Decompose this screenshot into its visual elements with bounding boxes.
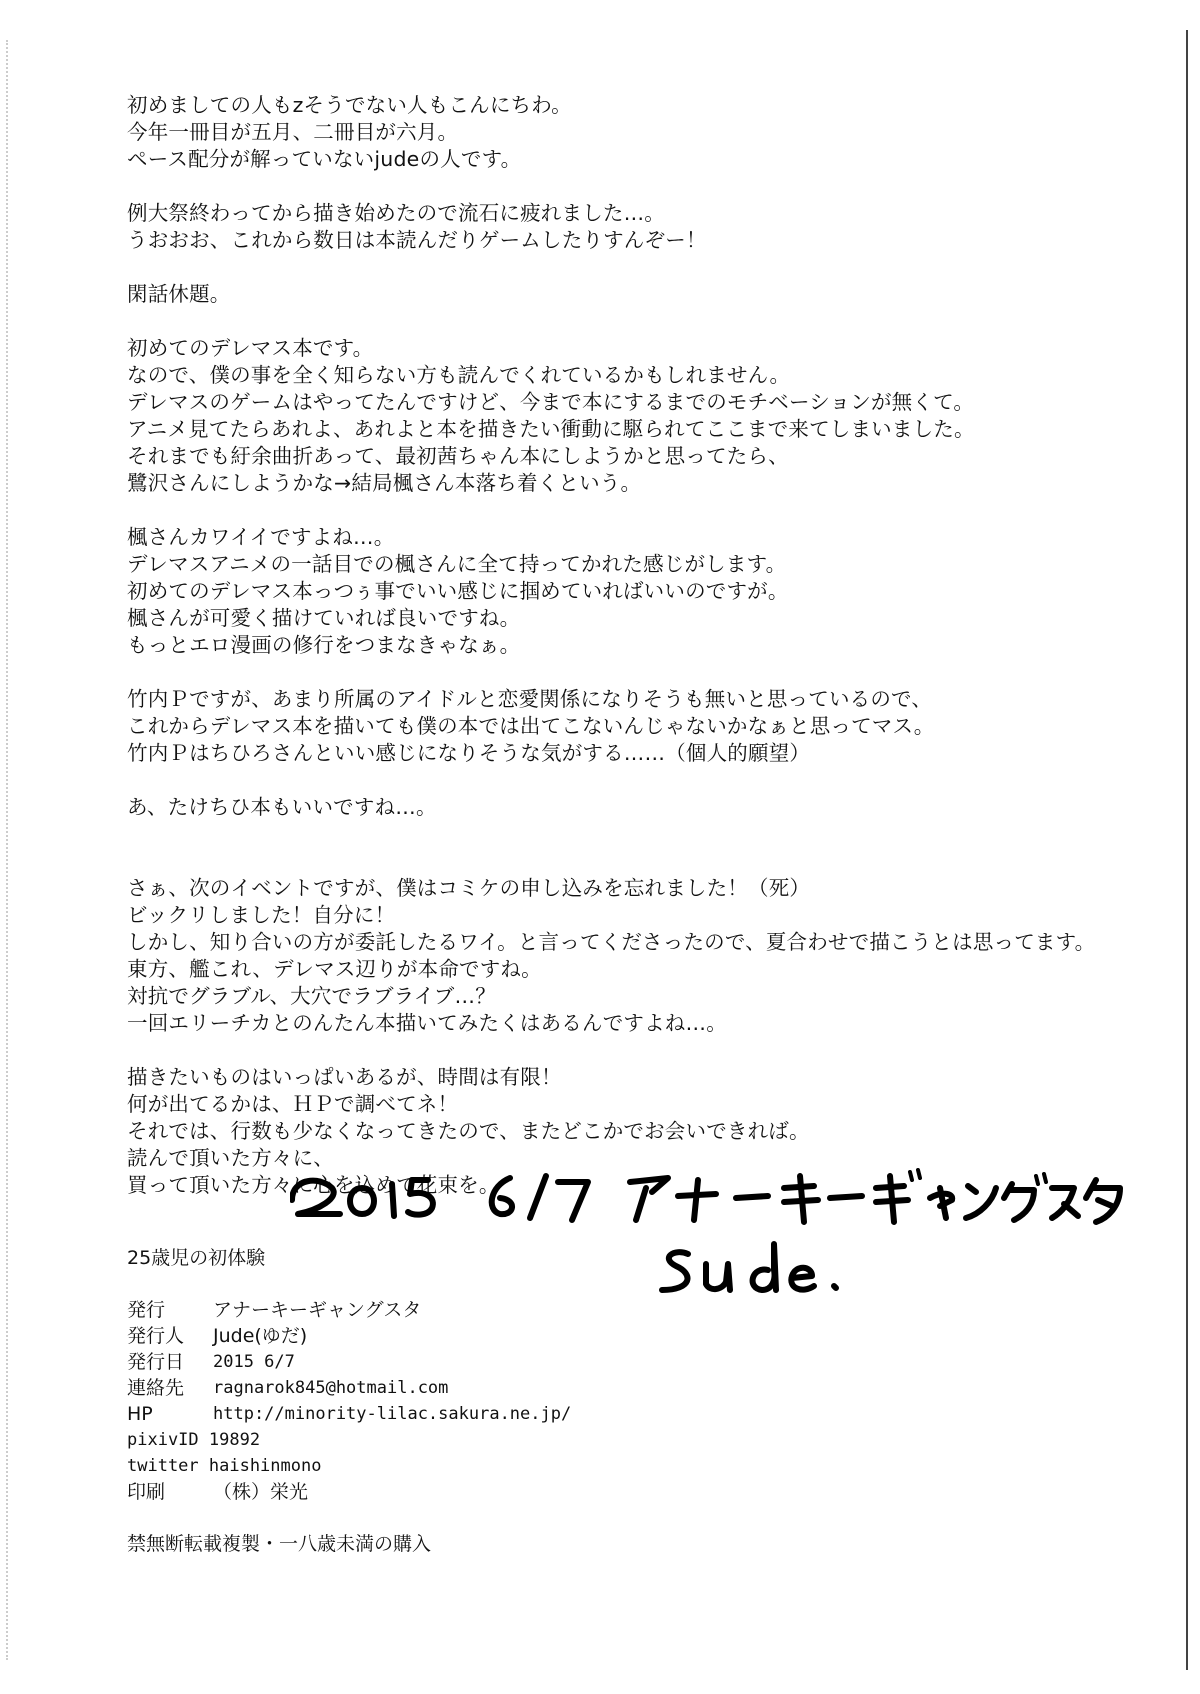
scan-edge-right bbox=[1186, 30, 1188, 1670]
text-line: 鷺沢さんにしようかな→結局楓さん本落ち着くという。 bbox=[127, 471, 642, 495]
text-line: さぁ、次のイベントですが、僕はコミケの申し込みを忘れました！（死） bbox=[127, 876, 811, 900]
text-line: デレマスアニメの一話目での楓さんに全て持ってかれた感じがします。 bbox=[127, 552, 787, 576]
text-line: 竹内Ｐはちひろさんといい感じになりそうな気がする……（個人的願望） bbox=[127, 741, 811, 765]
text-line: 今年一冊目が五月、二冊目が六月。 bbox=[127, 120, 459, 144]
row-value: Jude(ゆだ) bbox=[213, 1325, 308, 1347]
colophon-row-contact bbox=[127, 1375, 827, 1401]
text-line: 東方、艦これ、デレマス辺りが本命ですね。 bbox=[127, 957, 542, 981]
book-title: 25歳児の初体験 bbox=[127, 1247, 266, 1269]
text-line: 閑話休題。 bbox=[127, 282, 231, 306]
text-line: それでは、行数も少なくなってきたので、またどこかでお会いできれば。 bbox=[127, 1119, 810, 1143]
text-line: うおおお、これから数日は本読んだりゲームしたりすんぞー！ bbox=[127, 228, 707, 252]
reproduction-notice: 禁無断転載複製・一八歳未満の購入 bbox=[127, 1533, 432, 1555]
text-line: それまでも紆余曲折あって、最初茜ちゃん本にしようかと思ってたら、 bbox=[127, 444, 789, 468]
colophon-row-twitter bbox=[127, 1453, 827, 1479]
text-line: 読んで頂いた方々に、 bbox=[127, 1146, 334, 1170]
text-line: 楓さんカワイイですよね…。 bbox=[127, 525, 395, 549]
paragraph-next-event bbox=[127, 875, 1107, 1037]
text-line: 買って頂いた方々に心を込めて花束を。 bbox=[127, 1173, 500, 1197]
text-line: 初めてのデレマス本っつぅ事でいい感じに掴めていればいいのですが。 bbox=[127, 579, 789, 603]
spacer bbox=[127, 848, 1107, 875]
text-line: 例大祭終わってから描き始めたので流石に疲れました…。 bbox=[127, 201, 665, 225]
text-line: デレマスのゲームはやってたんですけど、今まで本にするまでのモチベーションが無くて。 bbox=[127, 390, 975, 414]
row-key: 連絡先 bbox=[127, 1377, 185, 1399]
row-key: 発行日 bbox=[127, 1351, 185, 1373]
row-value: アナーキーギャングスタ bbox=[213, 1299, 422, 1321]
text-line: しかし、知り合いの方が委託したるワイ。と言ってくださったので、夏合わせで描こうとは思ってます。 bbox=[127, 930, 1096, 954]
paragraph-digression bbox=[127, 281, 1107, 308]
pixiv-id: pixivID 19892 bbox=[127, 1430, 261, 1450]
colophon-row-date bbox=[127, 1349, 827, 1375]
row-key: 発行人 bbox=[127, 1325, 185, 1347]
text-line: 描きたいものはいっぱいあるが、時間は有限！ bbox=[127, 1065, 562, 1089]
homepage-url: http://minority-lilac.sakura.ne.jp/ bbox=[213, 1404, 572, 1424]
paragraph-first-book bbox=[127, 335, 1107, 497]
text-line: 対抗でグラブル、大穴でラブライブ…？ bbox=[127, 984, 496, 1008]
paragraph-tired bbox=[127, 200, 1107, 254]
row-key: HP bbox=[127, 1403, 153, 1425]
text-line: もっとエロ漫画の修行をつまなきゃなぁ。 bbox=[127, 633, 521, 657]
text-line: 竹内Ｐですが、あまり所属のアイドルと恋愛関係になりそうも無いと思っているので、 bbox=[127, 687, 933, 711]
text-line: アニメ見てたらあれよ、あれよと本を描きたい衝動に駆られてここまで来てしまいました。 bbox=[127, 417, 975, 441]
paragraph-greeting bbox=[127, 92, 1107, 173]
text-line: なので、僕の事を全く知らない方も読んでくれているかもしれません。 bbox=[127, 363, 791, 387]
text-line: ペース配分が解っていないjudeの人です。 bbox=[127, 147, 522, 171]
row-key: 印刷 bbox=[127, 1481, 166, 1503]
contact-email: ragnarok845@hotmail.com bbox=[213, 1378, 449, 1398]
colophon bbox=[127, 1245, 827, 1557]
text-line: 何が出てるかは、ＨＰで調べてネ！ bbox=[127, 1092, 459, 1116]
colophon-row-printer bbox=[127, 1479, 827, 1505]
text-line: 一回エリーチカとのんたん本描いてみたくはあるんですよね…。 bbox=[127, 1011, 727, 1035]
colophon-row-pixiv bbox=[127, 1427, 827, 1453]
colophon-row-homepage bbox=[127, 1401, 827, 1427]
twitter-handle: twitter haishinmono bbox=[127, 1456, 322, 1476]
row-value: 2015 6/7 bbox=[213, 1352, 295, 1372]
row-key: 発行 bbox=[127, 1299, 166, 1321]
text-line: 初めてのデレマス本です。 bbox=[127, 336, 374, 360]
afterword-text bbox=[127, 92, 1107, 1226]
text-line: 楓さんが可愛く描けていれば良いですね。 bbox=[127, 606, 521, 630]
colophon-row-author bbox=[127, 1323, 827, 1349]
scan-edge-left bbox=[6, 40, 10, 1660]
signature-date-group bbox=[292, 1170, 1120, 1222]
paragraph-takeuchi bbox=[127, 686, 1107, 767]
paragraph-takechihi bbox=[127, 794, 1107, 821]
row-value: （株）栄光 bbox=[213, 1481, 309, 1503]
paragraph-kaede bbox=[127, 524, 1107, 659]
text-line: 初めましての人もzそうでない人もこんにちわ。 bbox=[127, 93, 572, 117]
text-line: あ、たけちひ本もいいですね…。 bbox=[127, 795, 437, 819]
text-line: ビックリしました！自分に！ bbox=[127, 903, 396, 927]
colophon-row-publisher bbox=[127, 1297, 827, 1323]
text-line: これからデレマス本を描いても僕の本では出てこないんじゃないかなぁと思ってマス。 bbox=[127, 714, 935, 738]
